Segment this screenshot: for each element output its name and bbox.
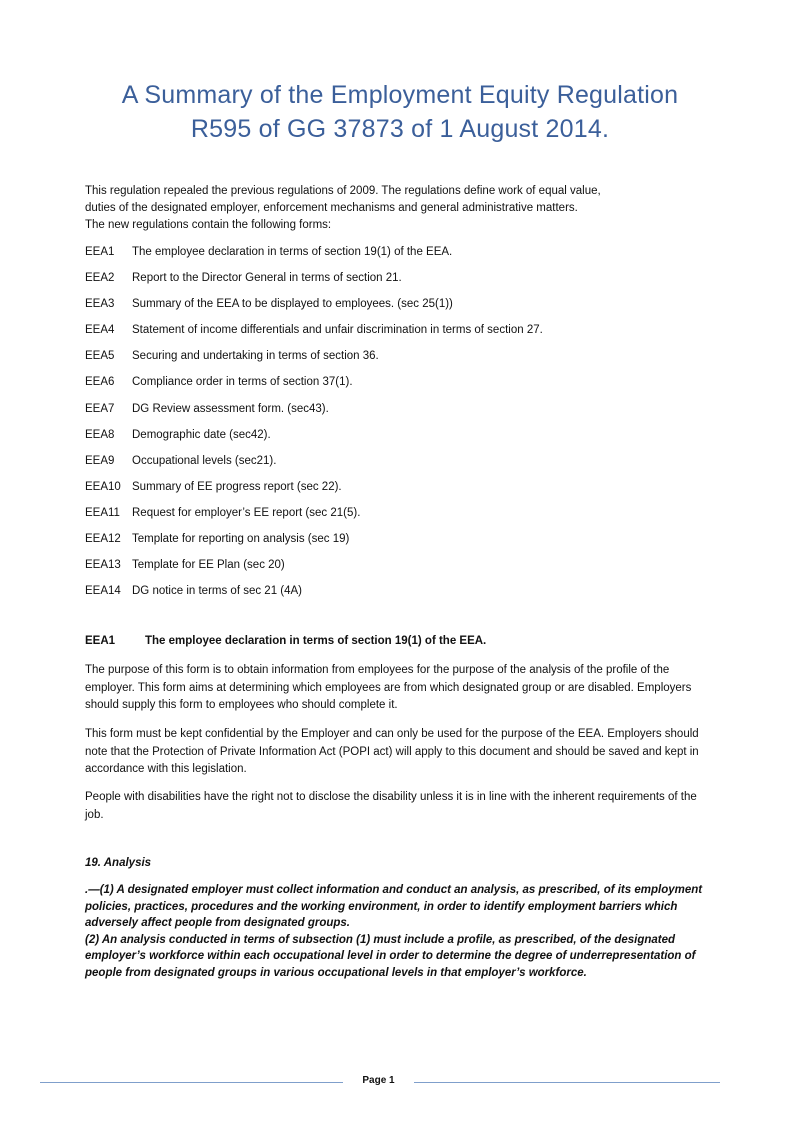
list-item (85, 376, 715, 402)
forms-list (85, 246, 715, 611)
list-item (85, 324, 715, 350)
form-description: The employee declaration in terms of section 19(1) of the EEA. (132, 246, 453, 258)
form-description: Summary of EE progress report (sec 22). (132, 480, 342, 493)
form-description: Securing and undertaking in terms of section 36. (132, 350, 379, 363)
list-item (85, 481, 715, 507)
section-heading-text: The employee declaration in terms of section 19(1) of the EEA. (145, 635, 487, 647)
list-item (85, 350, 715, 376)
list-item (85, 272, 715, 298)
form-description: Statement of income differentials and unfair discrimination in terms of section 27. (132, 324, 543, 337)
intro-paragraph (85, 183, 715, 234)
list-item (85, 507, 715, 533)
form-code: EEA3 (85, 298, 115, 311)
form-description: Demographic date (sec42). (132, 428, 271, 441)
form-code: EEA1 (85, 246, 115, 258)
list-item (85, 533, 715, 559)
title-line-1: A Summary of the Employment Equity Regulation (121, 81, 679, 109)
page-number: Page 1 (362, 1075, 395, 1086)
analysis-paragraph-2: (2) An analysis conducted in terms of subsection (1) must include a profile, as prescribed, of the designated employer’s workforce within each occupational level in order to determine the degree of underrepresentation of people from designated groups in various occupational levels in that employer’s workforce. (85, 933, 696, 979)
form-code: EEA2 (85, 272, 115, 285)
list-item (85, 298, 715, 324)
list-item (85, 403, 715, 429)
footer-divider-right (414, 1082, 720, 1083)
analysis-text (85, 882, 715, 981)
list-item (85, 559, 715, 585)
form-code: EEA10 (85, 480, 121, 493)
footer-divider-left (40, 1082, 343, 1083)
form-description: Request for employer’s EE report (sec 21(5). (132, 506, 361, 519)
list-item (85, 429, 715, 455)
form-code: EEA12 (85, 533, 121, 546)
form-code: EEA4 (85, 324, 115, 337)
section-paragraph-1: The purpose of this form is to obtain information from employees for the purpose of the analysis of the profile of the employer. This form aims at determining which employees are from which designated group or are disabled. Employers should supply this form to employees who should complete it. (85, 664, 692, 712)
section-code: EEA1 (85, 635, 116, 647)
intro-line-3: The new regulations contain the following forms: (85, 219, 332, 231)
section-paragraph-3: People with disabilities have the right not to disclose the disability unless it is in line with the inherent requirements of the job. (85, 791, 697, 821)
form-description: Summary of the EEA to be displayed to employees. (sec 25(1)) (132, 298, 453, 311)
form-description: Occupational levels (sec21). (132, 454, 277, 467)
intro-line-1: This regulation repealed the previous regulations of 2009. The regulations define work of equal value, (85, 185, 601, 197)
list-item (85, 585, 715, 611)
form-description: DG Review assessment form. (sec43). (132, 402, 329, 415)
form-code: EEA13 (85, 559, 121, 572)
form-code: EEA9 (85, 454, 115, 467)
form-description: Compliance order in terms of section 37(1). (132, 376, 353, 389)
title-line-2: R595 of GG 37873 of 1 August 2014. (190, 115, 610, 143)
form-code: EEA14 (85, 585, 121, 598)
list-item (85, 455, 715, 481)
section-paragraph-2: This form must be kept confidential by the Employer and can only be used for the purpose of the EEA. Employers should note that the Protection of Private Information Act (POPI act) will apply to this document and should be saved and kept in accordance with this legislation. (85, 728, 699, 776)
section-heading (85, 635, 486, 647)
form-code: EEA7 (85, 402, 115, 415)
form-code: EEA5 (85, 350, 115, 363)
page-title (0, 78, 800, 146)
form-description: DG notice in terms of sec 21 (4A) (132, 585, 303, 598)
list-item (85, 246, 715, 272)
analysis-paragraph-1: .—(1) A designated employer must collect information and conduct an analysis, as prescribed, of its employment policies, practices, procedures and the working environment, in order to identify employment barriers which adversely affect people from designated groups. (85, 884, 703, 929)
form-code: EEA8 (85, 428, 115, 441)
form-code: EEA6 (85, 376, 115, 389)
form-description: Report to the Director General in terms of section 21. (132, 272, 402, 285)
form-description: Template for reporting on analysis (sec 19) (132, 533, 350, 546)
form-description: Template for EE Plan (sec 20) (132, 559, 285, 572)
form-code: EEA11 (85, 506, 120, 519)
intro-line-2: duties of the designated employer, enforcement mechanisms and general administrative matters. (85, 202, 578, 214)
analysis-heading: 19. Analysis (85, 857, 152, 869)
